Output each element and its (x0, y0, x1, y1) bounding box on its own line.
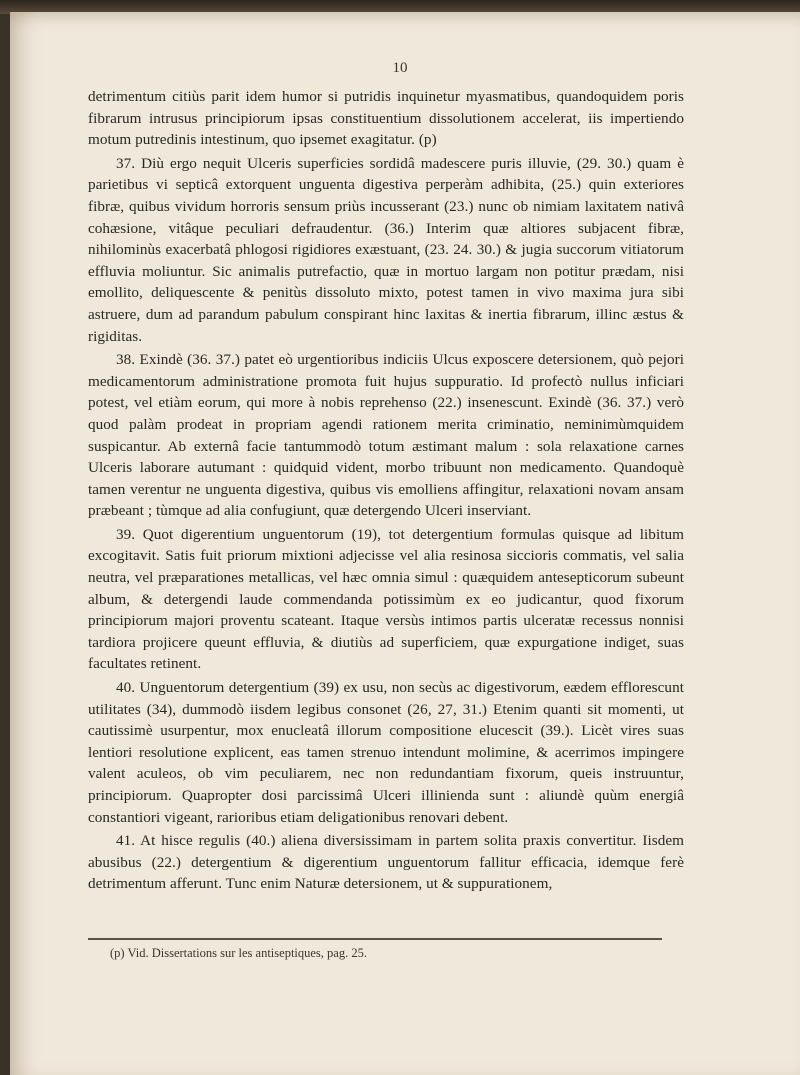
paragraph-39: 39. Quot digerentium unguentorum (19), tot detergentium formulas quisque ad libitum excogitavit. Satis fuit priorum mixtioni adjecisse vel alia resinosa siccioris commatis, vel salia neutra, vel præparationes metallicas, vel hæc omnia simul : quæquidem antesepticorum subeunt album, & detergendi laude commendanda potissimùm ex eo judicantur, quod fixorum principiorum majori proventu scateant. Itaque versùs intimos partis ulceratæ recessus nonnisi tardiora projicere queunt effluvia, & diutiùs ad superficiem, quæ expurgatione indiget, suas facultates retinent. (88, 525, 684, 673)
paragraph-38: 38. Exindè (36. 37.) patet eò urgentioribus indiciis Ulcus exposcere detersionem, quò pejori medicamentorum administratione promota fuit hujus suppuratio. Id profectò nullus inficiari potest, vel etiàm eorum, qui more à nobis reprehenso (22.) insenescunt. Exindè (36. 37.) verò quod palàm prodeat in propriam agendi rationem merita criminatio, neminimùmquidem suspicantur. Ab externâ facie tantummodò totum æstimant malum : sola relaxatione carnes Ulceris laborare autumant : quidquid vident, morbo tribuunt non medicamento. Quandoquè tamen verentur ne unguenta digestiva, quibus vis emolliens affingitur, relaxationi novam ansam præbeant ; tùmque ad alia confugiunt, quæ detergendo Ulceri inserviant. (88, 351, 684, 520)
paragraph-37: 37. Diù ergo nequit Ulceris superficies sordidâ madescere puris illuvie, (29. 30.) quam è parietibus vi septicâ extorquent unguenta digestiva perperàm adhibita, (25.) quin exteriores fibræ, quibus vividum horroris sensum priùs incusserant (23.) nunc ob nimiam laxitatem nativâ cohæsione, vitâque peculiari defraudentur. (36.) Interim quæ altiores subjacent fibræ, nihilominùs exacerbatâ phlogosi rigidiores exæstuant, (23. 24. 30.) & jugia succorum vitiatorum effluvia moliuntur. Sic animalis putrefactio, quæ in mortuo largam non potitur prædam, nisi emollito, deliquescente & penitùs dissoluto mixto, potest tamen in vivo maxima jura sibi astruere, dum ad parandum pabulum conspirant hinc laxitas & inertia fibrarum, illinc æstus & rigiditas. (88, 154, 684, 345)
footnote-divider (88, 938, 662, 940)
paragraph-40: 40. Unguentorum detergentium (39) ex usu, non secùs ac digestivorum, eædem efflorescunt utilitates (34), dummodò iisdem legibus consonet (26, 27, 31.) Etenim quanti sit momenti, ut cautissimè usurpentur, mox enucleatâ illorum compositione elucescit (39.). Licèt vires suas lentiori resolutione explicent, eas tamen strenuo intendunt molimine, & acerrimos impingere valent aculeos, ob vim peculiarem, nec non redundantiam fixorum, queis instruuntur, principiorum. Quapropter dosi parcissimâ Ulceri illinienda sunt : aliundè quùm energiâ constantiori vigeant, rarioribus etiam deligationibus renovari debent. (88, 679, 684, 826)
footnote: (p) Vid. Dissertations sur les antiseptiques, pag. 25. (110, 946, 367, 960)
page-number: 10 (392, 60, 408, 76)
paragraph-41: 41. At hisce regulis (40.) aliena diversissimam in partem solita praxis convertitur. Iisdem abusibus (22.) detergentium & digerentium unguentorum fallitur efficacia, idemque ferè detrimentum afferunt. Tunc enim Naturæ detersionem, ut & suppurationem, (88, 832, 684, 893)
body-text (88, 86, 684, 895)
paragraph-continuation: detrimentum citiùs parit idem humor si putridis inquinetur myasmatibus, quandoquidem poris fibrarum intrusus principiorum ipsas constituentium dissolutionem accelerat, iis impertiendo motum putredinis intestinum, quo ipsemet exagitatur. (p) (88, 88, 684, 149)
